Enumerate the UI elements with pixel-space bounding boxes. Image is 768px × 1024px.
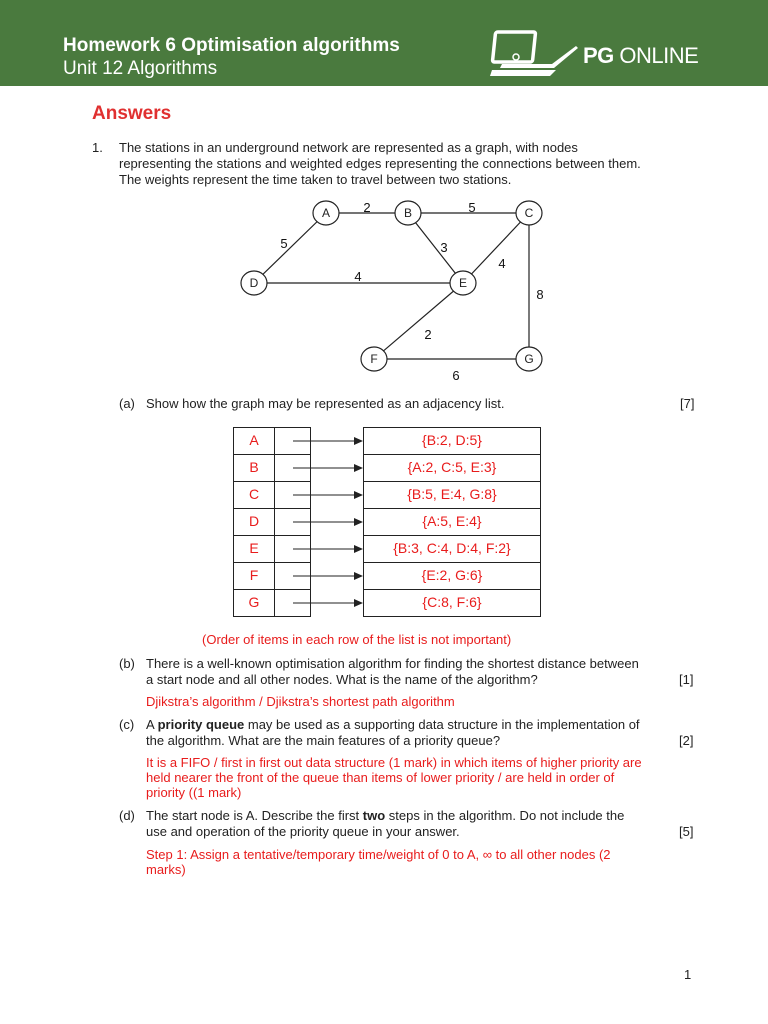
adjacency-list-cell: {B:2, D:5} <box>363 427 541 455</box>
arrow-right-icon <box>293 436 363 446</box>
node-label: B <box>403 206 413 220</box>
arrow-right-icon <box>293 517 363 527</box>
arrow-right-icon <box>293 544 363 554</box>
adjacency-list-cell: {A:5, E:4} <box>363 508 541 536</box>
adjacency-node-cell: D <box>233 508 275 536</box>
graph-edge-E-F <box>374 283 463 359</box>
section-title: Answers <box>92 103 172 124</box>
node-label: C <box>524 206 534 220</box>
part-text: the algorithm. What are the main features of a priority queue? <box>146 733 501 748</box>
part-label: (c) <box>119 717 135 732</box>
page-number: 1 <box>684 967 692 982</box>
part-text: The start node is A. Describe the first two steps in the algorithm. Do not include the <box>146 808 625 823</box>
adjacency-list-cell: {B:5, E:4, G:8} <box>363 481 541 509</box>
adjacency-node-cell: A <box>233 427 275 455</box>
part-label: (b) <box>119 656 135 671</box>
adjacency-list-cell: {B:3, C:4, D:4, F:2} <box>363 535 541 563</box>
answer-note: (Order of items in each row of the list is not important) <box>202 632 512 647</box>
arrow-right-icon <box>293 463 363 473</box>
part-text: use and operation of the priority queue in your answer. <box>146 824 460 839</box>
part-label: (d) <box>119 808 135 823</box>
node-label: F <box>370 352 378 366</box>
edge-weight-label: 4 <box>498 256 506 271</box>
answer-text: priority ((1 mark) <box>146 785 242 800</box>
node-label: D <box>249 276 259 290</box>
edge-weight-label: 8 <box>536 287 544 302</box>
adjacency-list-cell: {C:8, F:6} <box>363 589 541 617</box>
arrow-right-icon <box>293 598 363 608</box>
marks-label: [2] <box>679 733 694 748</box>
node-label: G <box>524 352 534 366</box>
answer-text: held nearer the front of the queue than items of lower priority / are held in order of <box>146 770 615 785</box>
part-label: (a) <box>119 396 135 411</box>
graph-edge-A-D <box>254 213 326 283</box>
marks-label: [7] <box>680 396 695 411</box>
station-graph <box>0 190 768 390</box>
brand-logo-text: PG ONLINE <box>583 43 699 68</box>
edge-weight-label: 5 <box>280 236 288 251</box>
edge-weight-label: 5 <box>468 200 476 215</box>
answer-text: Djikstra’s algorithm / Djikstra’s shortest path algorithm <box>146 694 455 709</box>
node-label: A <box>321 206 331 220</box>
question-text-line: The weights represent the time taken to travel between two stations. <box>119 172 512 187</box>
adjacency-node-cell: C <box>233 481 275 509</box>
marks-label: [5] <box>679 824 694 839</box>
marks-label: [1] <box>679 672 694 687</box>
graph-edge-B-E <box>408 213 463 283</box>
header-banner <box>0 0 768 86</box>
edge-weight-label: 3 <box>440 240 448 255</box>
answer-text: It is a FIFO / first in first out data structure (1 mark) in which items of higher priority are <box>146 755 642 770</box>
edge-weight-label: 2 <box>424 327 432 342</box>
page-subtitle: Unit 12 Algorithms <box>63 58 218 79</box>
answer-text: Step 1: Assign a tentative/temporary time/weight of 0 to A, ∞ to all other nodes (2 <box>146 847 611 862</box>
part-text: Show how the graph may be represented as an adjacency list. <box>146 396 505 411</box>
question-text-line: The stations in an underground network are represented as a graph, with nodes <box>119 140 578 155</box>
page-title: Homework 6 Optimisation algorithms <box>63 35 400 56</box>
edge-weight-label: 2 <box>363 200 371 215</box>
adjacency-node-cell: E <box>233 535 275 563</box>
arrow-right-icon <box>293 490 363 500</box>
graph-edge-C-E <box>463 213 529 283</box>
adjacency-node-cell: G <box>233 589 275 617</box>
question-text-line: representing the stations and weighted edges representing the connections between them. <box>119 156 641 171</box>
part-text: There is a well-known optimisation algorithm for finding the shortest distance between <box>146 656 639 671</box>
node-label: E <box>458 276 468 290</box>
arrow-right-icon <box>293 571 363 581</box>
question-number: 1. <box>92 140 103 155</box>
edge-weight-label: 4 <box>354 269 362 284</box>
part-text: a start node and all other nodes. What is the name of the algorithm? <box>146 672 538 687</box>
adjacency-list-cell: {A:2, C:5, E:3} <box>363 454 541 482</box>
laptop-logo-icon <box>490 28 580 80</box>
edge-weight-label: 6 <box>452 368 460 383</box>
adjacency-node-cell: F <box>233 562 275 590</box>
adjacency-node-cell: B <box>233 454 275 482</box>
answer-text: marks) <box>146 862 186 877</box>
adjacency-list-cell: {E:2, G:6} <box>363 562 541 590</box>
part-text: A priority queue may be used as a supporting data structure in the implementation of <box>146 717 640 732</box>
